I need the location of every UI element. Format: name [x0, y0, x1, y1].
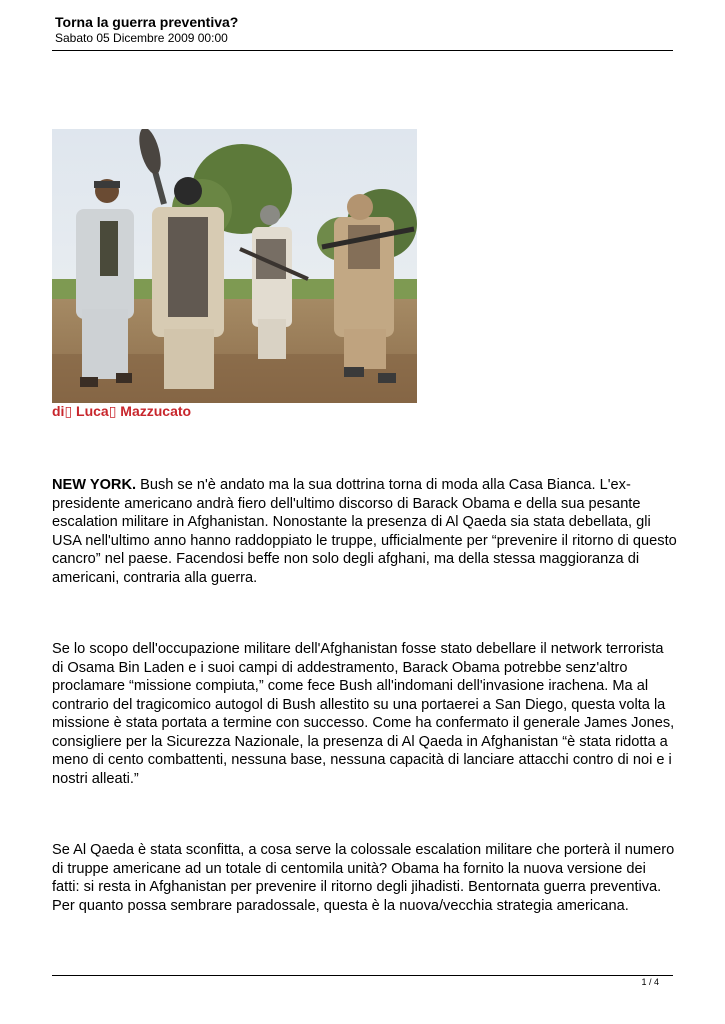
page-number: 1 / 4	[641, 977, 659, 987]
document-header	[55, 14, 673, 46]
paragraph-text: Bush se n'è andato ma la sua dottrina torna di moda alla Casa Bianca. L'ex-presidente americano andrà fiero dell'ultimo discorso di Barack Obama e della sua pesante escalation militare in Afghanistan. Nonostante la presenza di Al Qaeda sia stata debellata, gli USA nell'ultimo anno hanno raddoppiato le truppe, ufficialmente per “prevenire il ritorno di questo cancro” nel paese. Facendosi beffe non solo degli afghani, ma della stessa maggioranza di americani, contraria alla guerra.	[52, 477, 677, 586]
article-byline: di▯ Luca▯ Mazzucato	[52, 403, 192, 419]
article-photo	[52, 129, 417, 403]
article-title: Torna la guerra preventiva?	[55, 14, 239, 30]
header-divider	[52, 50, 673, 51]
article-date: Sabato 05 Dicembre 2009 00:00	[55, 31, 228, 45]
article-paragraph: Se lo scopo dell'occupazione militare dell'Afghanistan fosse stato debellare il network terrorista di Osama Bin Laden e i suoi campi di addestramento, Barack Obama potrebbe senz'altro proclamare “missione compiuta,” come fece Bush all'indomani dell'invasione irachena. Ma al contrario del tragicomico autogol di Bush allestito su una portaerei a San Diego, questa volta la missione è stata portata a termine con successo. Come ha confermato il generale James Jones, consigliere per la Sicurezza Nazionale, la presenza di Al Qaeda in Afghanistan “è stata ridotta a meno di cento combattenti, nessuna base, nessuna capacità di lanciare attacchi contro di noi e i nostri alleati.”	[52, 641, 675, 787]
article-paragraph: Se Al Qaeda è stata sconfitta, a cosa serve la colossale escalation militare che porterà il numero di truppe americane ad un totale di centomila unità? Obama ha fornito la nuova versione dei fatti: si resta in Afghanistan per prevenire il ritorno degli jihadisti. Bentornata guerra preventiva. Per quanto possa sembrare paradossale, questa è la nuova/vecchia strategia americana.	[52, 842, 675, 914]
article-paragraph	[52, 476, 677, 587]
footer-divider	[52, 975, 673, 976]
dateline: NEW YORK.	[52, 477, 137, 493]
